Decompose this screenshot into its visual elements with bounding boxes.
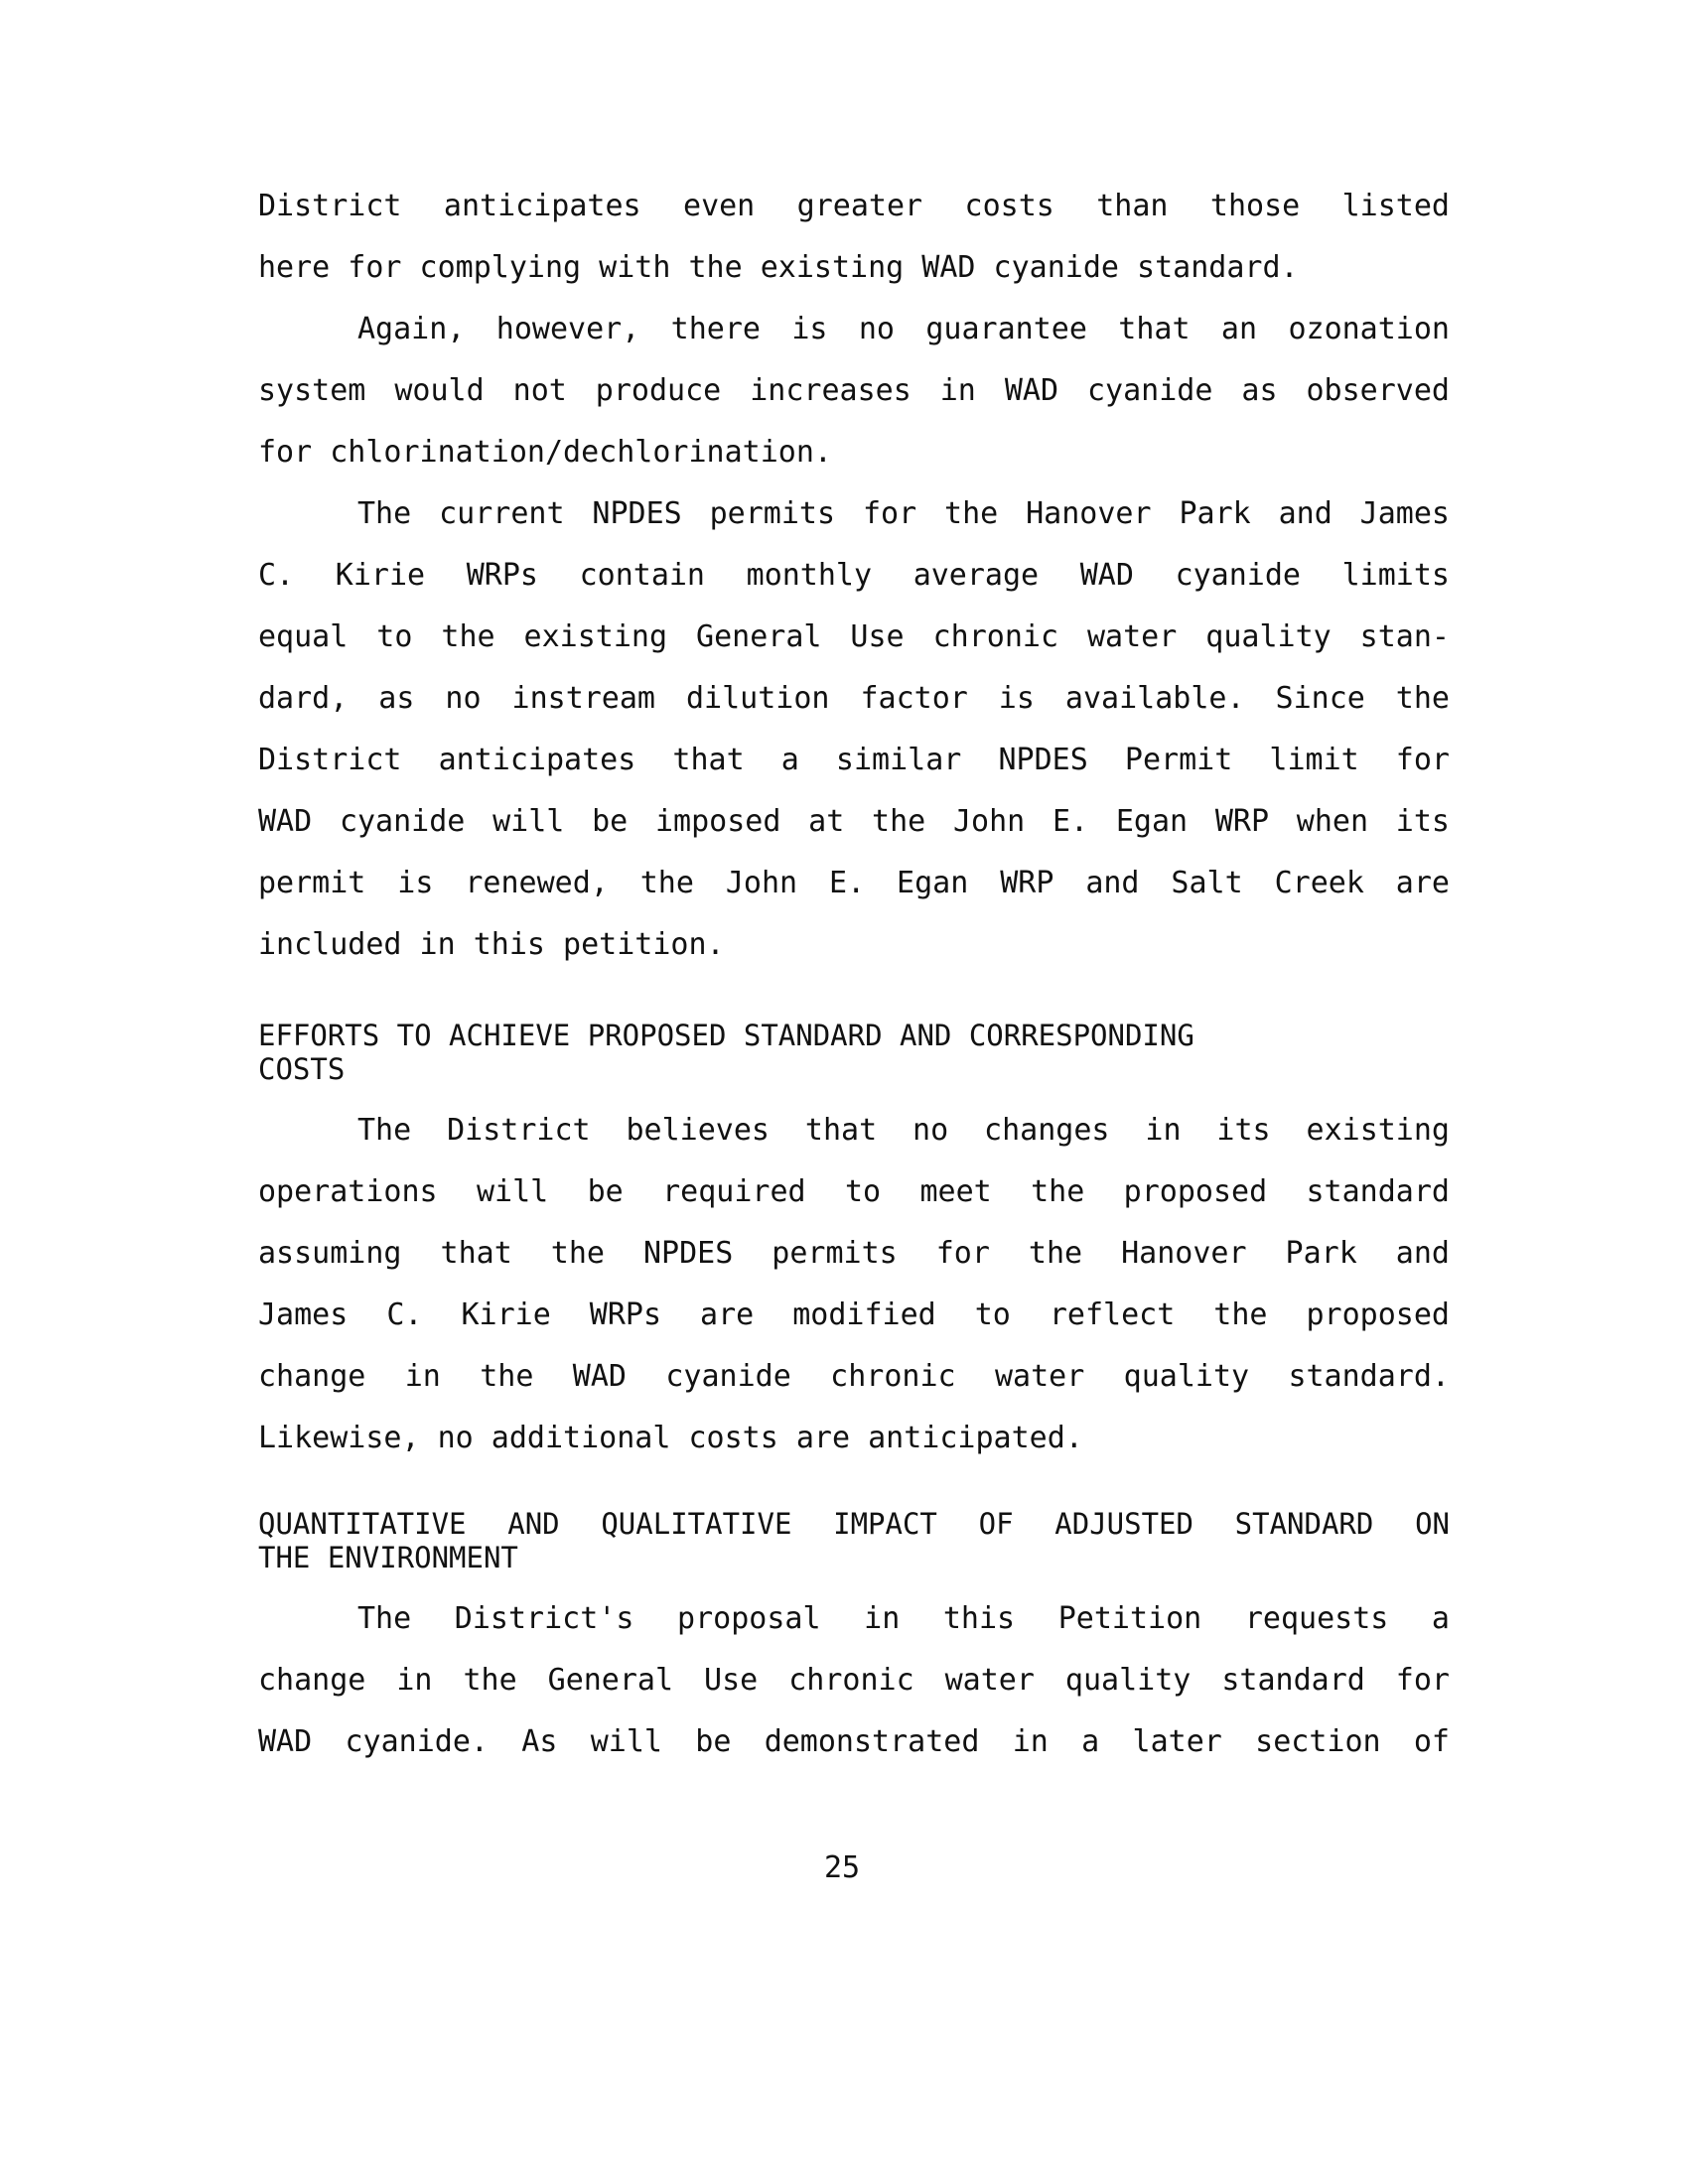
text-line: The District's proposal in this Petition requests a xyxy=(357,1601,1450,1636)
text-line: District anticipates that a similar NPDES Permit limit for xyxy=(258,743,1450,777)
text-line: permit is renewed, the John E. Egan WRP and Salt Creek are xyxy=(258,866,1450,900)
text-line: Likewise, no additional costs are anticipated. xyxy=(258,1421,1083,1455)
text-line: included in this petition. xyxy=(258,927,725,962)
text-line: District anticipates even greater costs than those listed xyxy=(258,189,1450,223)
text-line: WAD cyanide will be imposed at the John E. Egan WRP when its xyxy=(258,804,1450,839)
section-heading-impact xyxy=(258,1507,1450,1574)
text-line: The District believes that no changes in its existing xyxy=(357,1113,1450,1148)
text-line: Again, however, there is no guarantee that an ozonation xyxy=(357,312,1450,346)
text-line: for chlorination/dechlorination. xyxy=(258,435,832,470)
page-number: 25 xyxy=(823,1850,861,1885)
paragraph-proposal xyxy=(258,1588,1450,1773)
text-line: system would not produce increases in WAD cyanide as observed xyxy=(258,373,1450,408)
text-line: change in the WAD cyanide chronic water quality standard. xyxy=(258,1359,1450,1394)
section-heading-efforts xyxy=(258,1019,1450,1086)
heading-line: QUANTITATIVE AND QUALITATIVE IMPACT OF ADJUSTED STANDARD ON xyxy=(258,1507,1450,1541)
text-line: change in the General Use chronic water quality standard for xyxy=(258,1663,1450,1698)
text-line: James C. Kirie WRPs are modified to reflect the proposed xyxy=(258,1297,1450,1332)
heading-line: EFFORTS TO ACHIEVE PROPOSED STANDARD AND CORRESPONDING xyxy=(258,1019,1194,1052)
text-line: dard, as no instream dilution factor is available. Since the xyxy=(258,681,1450,716)
text-line: equal to the existing General Use chronic water quality stan- xyxy=(258,619,1450,654)
text-line: The current NPDES permits for the Hanover Park and James xyxy=(357,496,1450,531)
paragraph-npdes-permits xyxy=(258,483,1450,976)
text-line: C. Kirie WRPs contain monthly average WAD cyanide limits xyxy=(258,558,1450,593)
paragraph-continuation xyxy=(258,176,1450,299)
heading-line: COSTS xyxy=(258,1052,346,1086)
text-line: here for complying with the existing WAD cyanide standard. xyxy=(258,250,1299,285)
heading-line: THE ENVIRONMENT xyxy=(258,1541,518,1574)
paragraph-no-changes xyxy=(258,1100,1450,1469)
text-line: assuming that the NPDES permits for the Hanover Park and xyxy=(258,1236,1450,1271)
paragraph-ozonation xyxy=(258,299,1450,483)
text-line: operations will be required to meet the proposed standard xyxy=(258,1174,1450,1209)
text-line: WAD cyanide. As will be demonstrated in a later section of xyxy=(258,1724,1450,1759)
